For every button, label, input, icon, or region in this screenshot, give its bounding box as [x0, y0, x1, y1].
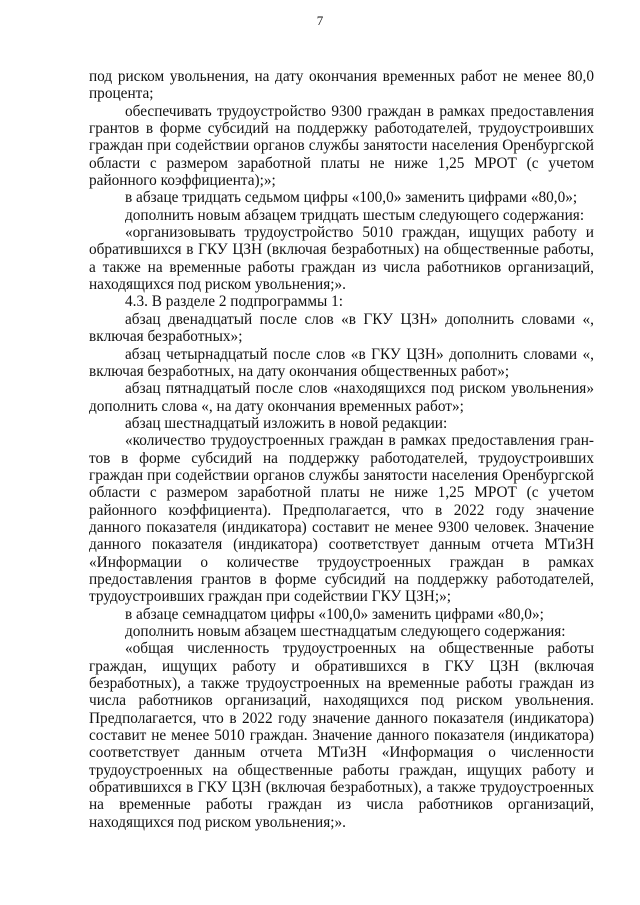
body-paragraph: обеспечивать трудоустройство 9300 граждан в рамках предоставления грантов в форме субсидий на поддержку работодателей, трудоустроивших граждан при содействии органов службы занятости населения Оренбургской области с размером заработной платы не ниже 1,25 МРОТ (с учетом районного коэффициента);»; — [89, 102, 594, 190]
body-paragraph: «количество трудоустроенных граждан в рамках предоставления грантов в форме субсидий на поддержку работодателей, трудоустроивших граждан при содействии органов службы занятости населения Оренбургской области с размером заработной платы не ниже 1,25 МРОТ (с учетом районного коэффициента). Предполагается, что в 2022 году значение данного показателя (индикатора) составит не менее 9300 человек. Значение данного показателя (индикатора) соответствует данным отчета МТиЗН «Информации о количестве трудоустроенных граждан в рамках предоставления грантов в форме субсидий на поддержку работодателей, трудоустроивших граждан при содействии ГКУ ЦЗН;»; — [89, 432, 594, 606]
body-paragraph: дополнить новым абзацем тридцать шестым следующего содержания: — [125, 206, 585, 224]
body-paragraph: абзац шестнадцатый изложить в новой редакции: — [125, 414, 448, 432]
page-number: 7 — [316, 13, 324, 28]
document-body — [89, 68, 594, 831]
body-paragraph: в абзаце тридцать седьмом цифры «100,0» заменить цифрами «80,0»; — [125, 189, 578, 207]
body-paragraph: дополнить новым абзацем шестнадцатым следующего содержания: — [125, 623, 566, 640]
body-paragraph: абзац двенадцатый после слов «в ГКУ ЦЗН» дополнить словами «, включая безработных»; — [89, 310, 594, 346]
body-paragraph: «организовывать трудоустройство 5010 граждан, ищущих работу и обратившихся в ГКУ ЦЗН (включая безработных) на общественные работы, а также на временные работы граждан из числа работников организаций, находящихся под риском увольнения;». — [89, 224, 594, 294]
body-paragraph: 4.3. В разделе 2 подпрограммы 1: — [125, 293, 344, 311]
body-paragraph: абзац четырнадцатый после слов «в ГКУ ЦЗН» дополнить словами «, включая безработных, на дату окончания общественных работ»; — [89, 345, 594, 380]
body-paragraph: под риском увольнения, на дату окончания временных работ не менее 80,0 процента; — [89, 68, 594, 103]
body-paragraph: абзац пятнадцатый после слов «находящихся под риском увольнения» дополнить слова «, на дату окончания временных работ»; — [89, 380, 594, 415]
body-paragraph: «общая численность трудоустроенных на общественные работы граждан, ищущих работу и обратившихся в ГКУ ЦЗН (включая безработных), а также трудоустроенных на временные работы граждан из числа работников организаций, находящихся под риском увольнения. Предполагается, что в 2022 году значение данного показателя (индикатора) составит не менее 5010 граждан. Значение данного показателя (индикатора) соответствует данным отчета МТиЗН «Информация о численности трудоустроенных на общественные работы граждан, ищущих работу и обратившихся в ГКУ ЦЗН (включая безработных), а также трудоустроенных на временные работы граждан из числа работников организаций, находящихся под риском увольнения;». — [89, 640, 594, 831]
body-paragraph: в абзаце семнадцатом цифры «100,0» заменить цифрами «80,0»; — [125, 605, 544, 623]
